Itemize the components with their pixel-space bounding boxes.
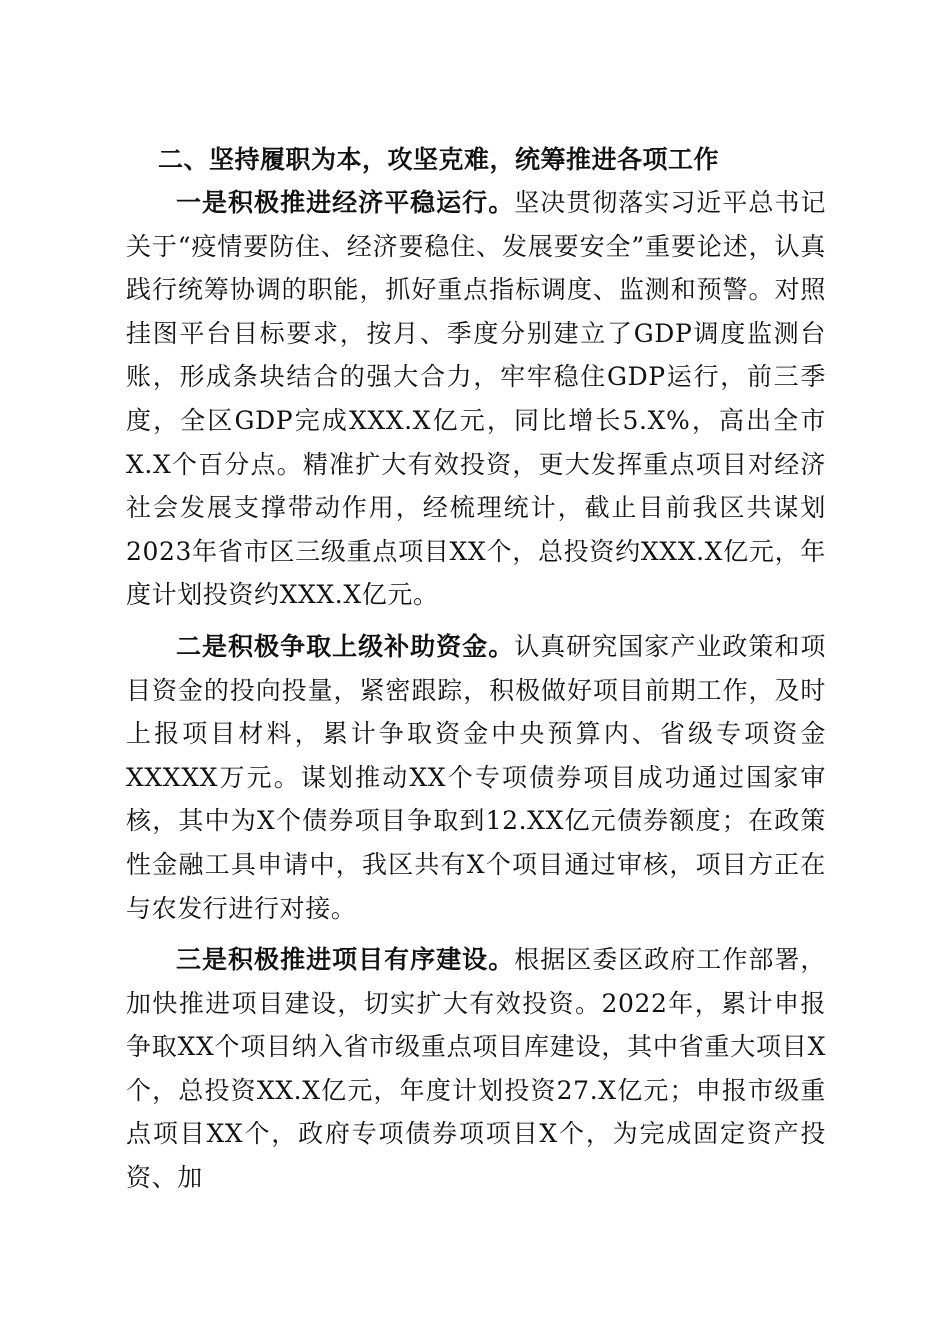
paragraph-text: 根据区委区政府工作部署，加快推进项目建设，切实扩大有效投资。2022年，累计申报争取XX个项目纳入省市级重点项目库建设，其中省重大项目X个，总投资XX.X亿元，年度计划投资27.X亿元；申报市级重点项目XX个，政府专项债券项项目X个，为完成固定资产投资、加: [126, 945, 826, 1193]
paragraph-text: 坚决贯彻落实习近平总书记关于“疫情要防住、经济要稳住、发展要安全”重要论述，认真践行统筹协调的职能，抓好重点指标调度、监测和预警。对照挂图平台目标要求，按月、季度分别建立了GDP调度监测台账，形成条块结合的强大合力，牢牢稳住GDP运行，前三季度，全区GDP完成XXX.X亿元，同比增长5.X%，高出全市X.X个百分点。精准扩大有效投资，更大发挥重点项目对经济社会发展支撑带动作用，经梳理统计，截止目前我区共谋划2023年省市区三级重点项目XX个，总投资约XXX.X亿元，年度计划投资约XXX.X亿元。: [126, 188, 826, 610]
paragraph-projects: [126, 938, 826, 1200]
paragraph-funding: [126, 625, 826, 930]
paragraph-lead: 三是积极推进项目有序建设。: [176, 945, 515, 975]
paragraph-lead: 一是积极推进经济平稳运行。: [176, 188, 515, 217]
paragraph-text: 认真研究国家产业政策和项目资金的投向投量，紧密跟踪，积极做好项目前期工作，及时上报项目材料，累计争取资金中央预算内、省级专项资金XXXXX万元。谋划推动XX个专项债券项目成功通过国家审核，其中为X个债券项目争取到12.XX亿元债券额度；在政策性金融工具申请中，我区共有X个项目通过审核，项目方正在与农发行进行对接。: [126, 631, 826, 923]
paragraph-economy: [126, 181, 826, 617]
section-heading: 二、坚持履职为本，攻坚克难，统筹推进各项工作: [158, 145, 720, 174]
document-body: [126, 138, 826, 1208]
paragraph-lead: 二是积极争取上级补助资金。: [176, 631, 515, 661]
